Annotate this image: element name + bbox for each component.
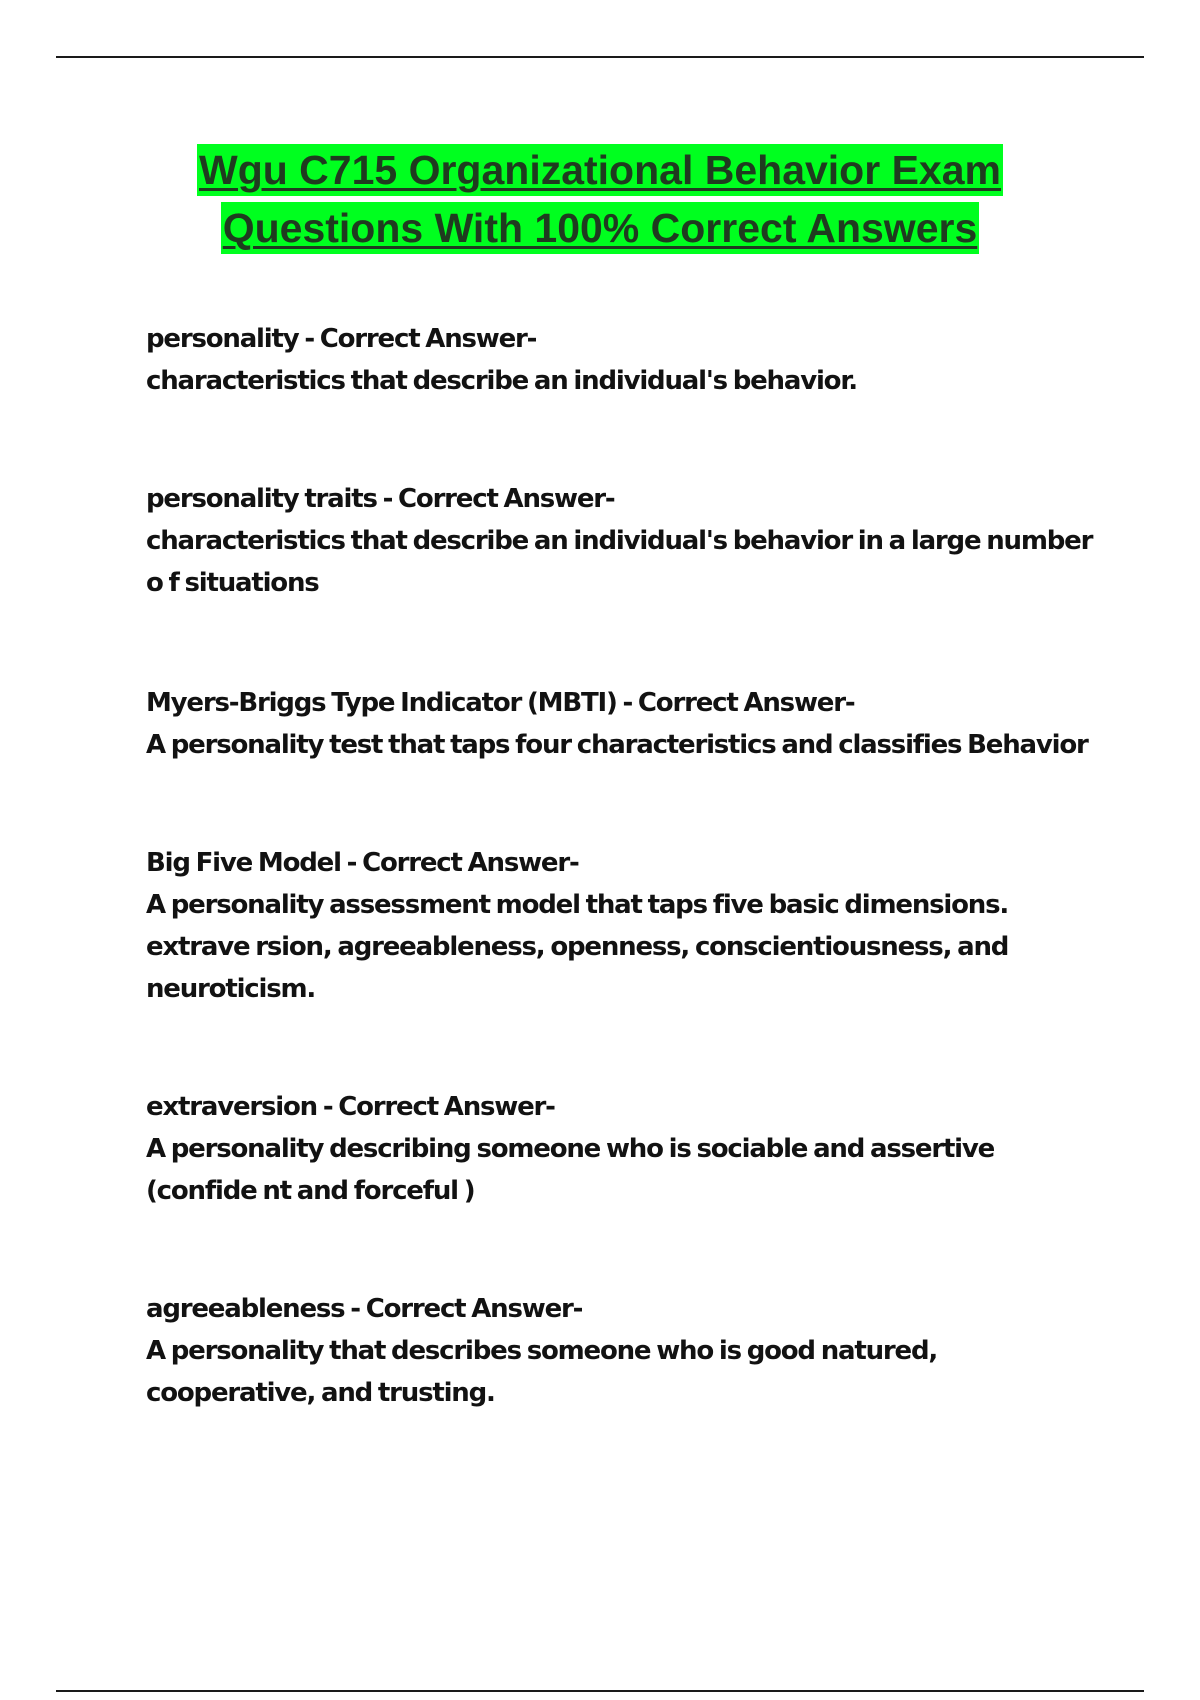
entry-term: Big Five Model - Correct Answer- (146, 848, 579, 878)
entry-definition: characteristics that describe an individual's behavior in a large number o f situations (146, 526, 1093, 598)
entry-term: Myers-Briggs Type Indicator (MBTI) - Correct Answer- (146, 688, 855, 718)
entry-term: extraversion - Correct Answer- (146, 1092, 555, 1122)
flashcard-entry (146, 682, 1096, 766)
flashcard-entry (146, 478, 1096, 604)
entry-definition: A personality describing someone who is sociable and assertive (confide nt and forceful ) (146, 1134, 995, 1206)
bottom-rule (56, 1690, 1144, 1692)
title-line-1: Wgu C715 Organizational Behavior Exam (197, 144, 1003, 196)
entry-definition: A personality that describes someone who is good natured, cooperative, and trusting. (146, 1336, 938, 1408)
document-title (0, 144, 1200, 254)
title-line-2: Questions With 100% Correct Answers (221, 202, 980, 254)
entry-term: personality - Correct Answer- (146, 324, 537, 354)
flashcard-list (146, 318, 1096, 1414)
flashcard-entry (146, 1086, 1096, 1212)
top-rule (56, 56, 1144, 58)
entry-term: personality traits - Correct Answer- (146, 484, 615, 514)
flashcard-entry (146, 1288, 1096, 1414)
entry-term: agreeableness - Correct Answer- (146, 1294, 583, 1324)
entry-definition: A personality test that taps four characteristics and classifies Behavior (146, 730, 1088, 760)
entry-definition: characteristics that describe an individual's behavior. (146, 366, 857, 396)
flashcard-entry (146, 318, 1096, 402)
flashcard-entry (146, 842, 1096, 1010)
entry-definition: A personality assessment model that taps five basic dimensions. extrave rsion, agreeableness, openness, conscientiousness, and neuroticism. (146, 890, 1009, 1004)
